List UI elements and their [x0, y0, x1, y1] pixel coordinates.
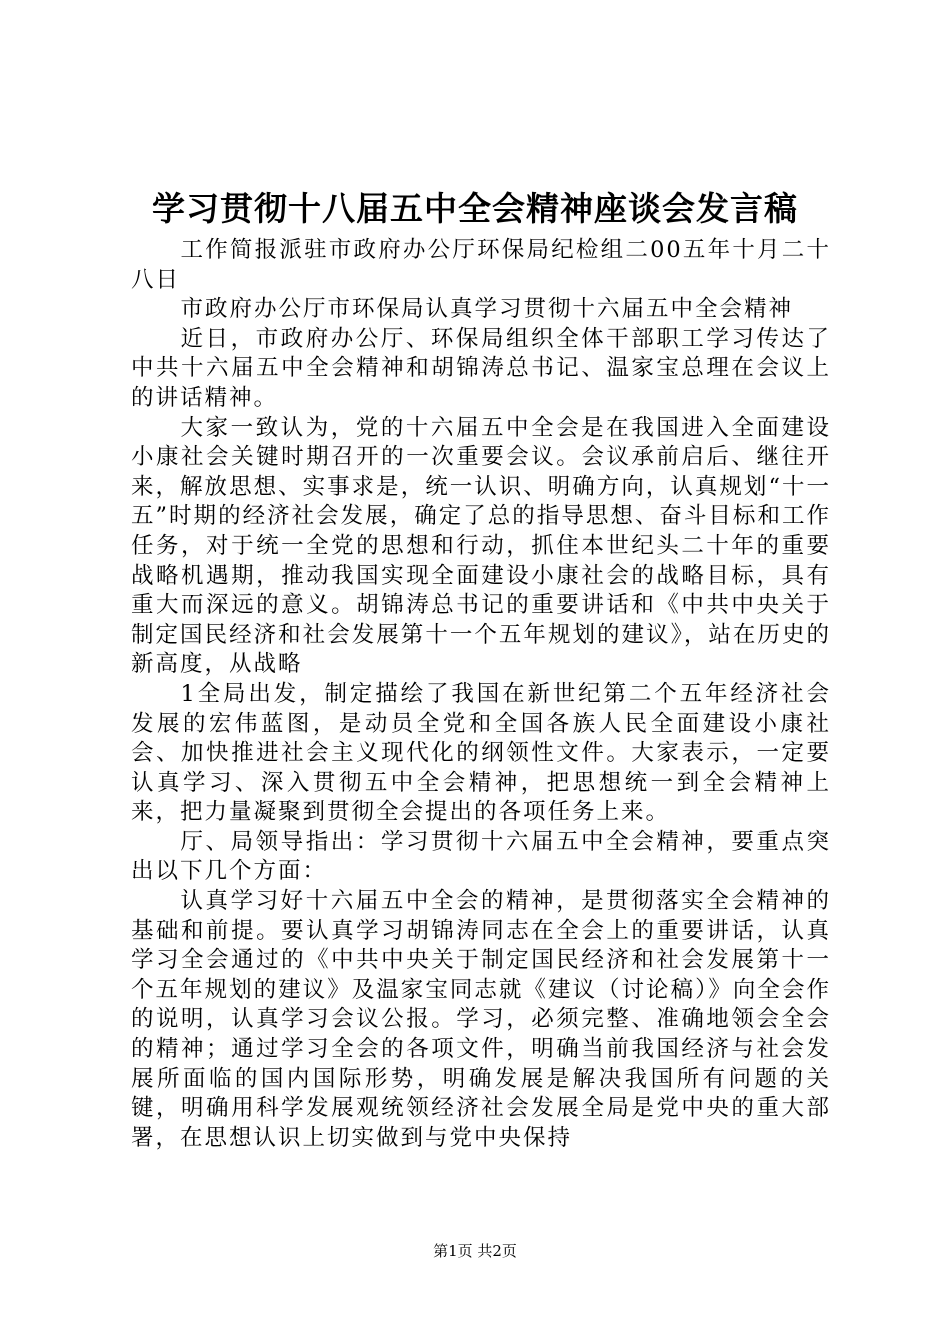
paragraph-intro: 近日，市政府办公厅、环保局组织全体干部职工学习传达了中共十六届五中全会精神和胡锦涛总书记、温家宝总理在会议上的讲话精神。	[131, 325, 831, 411]
paragraph-subtitle: 市政府办公厅市环保局认真学习贯彻十六届五中全会精神	[180, 296, 794, 323]
page-footer: 第1页 共2页	[433, 1242, 517, 1260]
paragraph-report-header: 工作简报派驻市政府办公厅环保局纪检组二00五年十月二十八日	[131, 237, 831, 293]
paragraph-study: 认真学习好十六届五中全会的精神，是贯彻落实全会精神的基础和前提。要认真学习胡锦涛同志在全会上的重要讲话，认真学习全会通过的《中共中央关于制定国民经济和社会发展第十一个五年规划的建议》及温家宝同志就《建议（讨论稿）》向全会作的说明，认真学习会议公报。学习，必须完整、准确地领会全会的精神；通过学习全会的各项文件，明确当前我国经济与社会发展所面临的国内国际形势，明确发展是解决我国所有问题的关键，明确用科学发展观统领经济社会发展全局是党中央的重大部署，在思想认识上切实做到与党中央保持	[131, 888, 831, 1151]
paragraph-leaders: 厅、局领导指出：学习贯彻十六届五中全会精神，要重点突出以下几个方面：	[131, 828, 831, 885]
document-body	[131, 236, 831, 1153]
paragraph-consensus: 大家一致认为，党的十六届五中全会是在我国进入全面建设小康社会关键时期召开的一次重要会议。会议承前启后、继往开来，解放思想、实事求是，统一认识、明确方向，认真规划“十一五”时期的经济社会发展，确定了总的指导思想、奋斗目标和工作任务，对于统一全党的思想和行动，抓住本世纪头二十年的重要战略机遇期，推动我国实现全面建设小康社会的战略目标，具有重大而深远的意义。胡锦涛总书记的重要讲话和《中共中央关于制定国民经济和社会发展第十一个五年规划的建议》，站在历史的新高度，从战略	[131, 414, 831, 678]
document-title: 学习贯彻十八届五中全会精神座谈会发言稿	[152, 189, 798, 228]
paragraph-blueprint: 1全局出发，制定描绘了我国在新世纪第二个五年经济社会发展的宏伟蓝图，是动员全党和全国各族人民全面建设小康社会、加快推进社会主义现代化的纲领性文件。大家表示，一定要认真学习、深入贯彻五中全会精神，把思想统一到全会精神上来，把力量凝聚到贯彻全会提出的各项任务上来。	[131, 680, 831, 826]
